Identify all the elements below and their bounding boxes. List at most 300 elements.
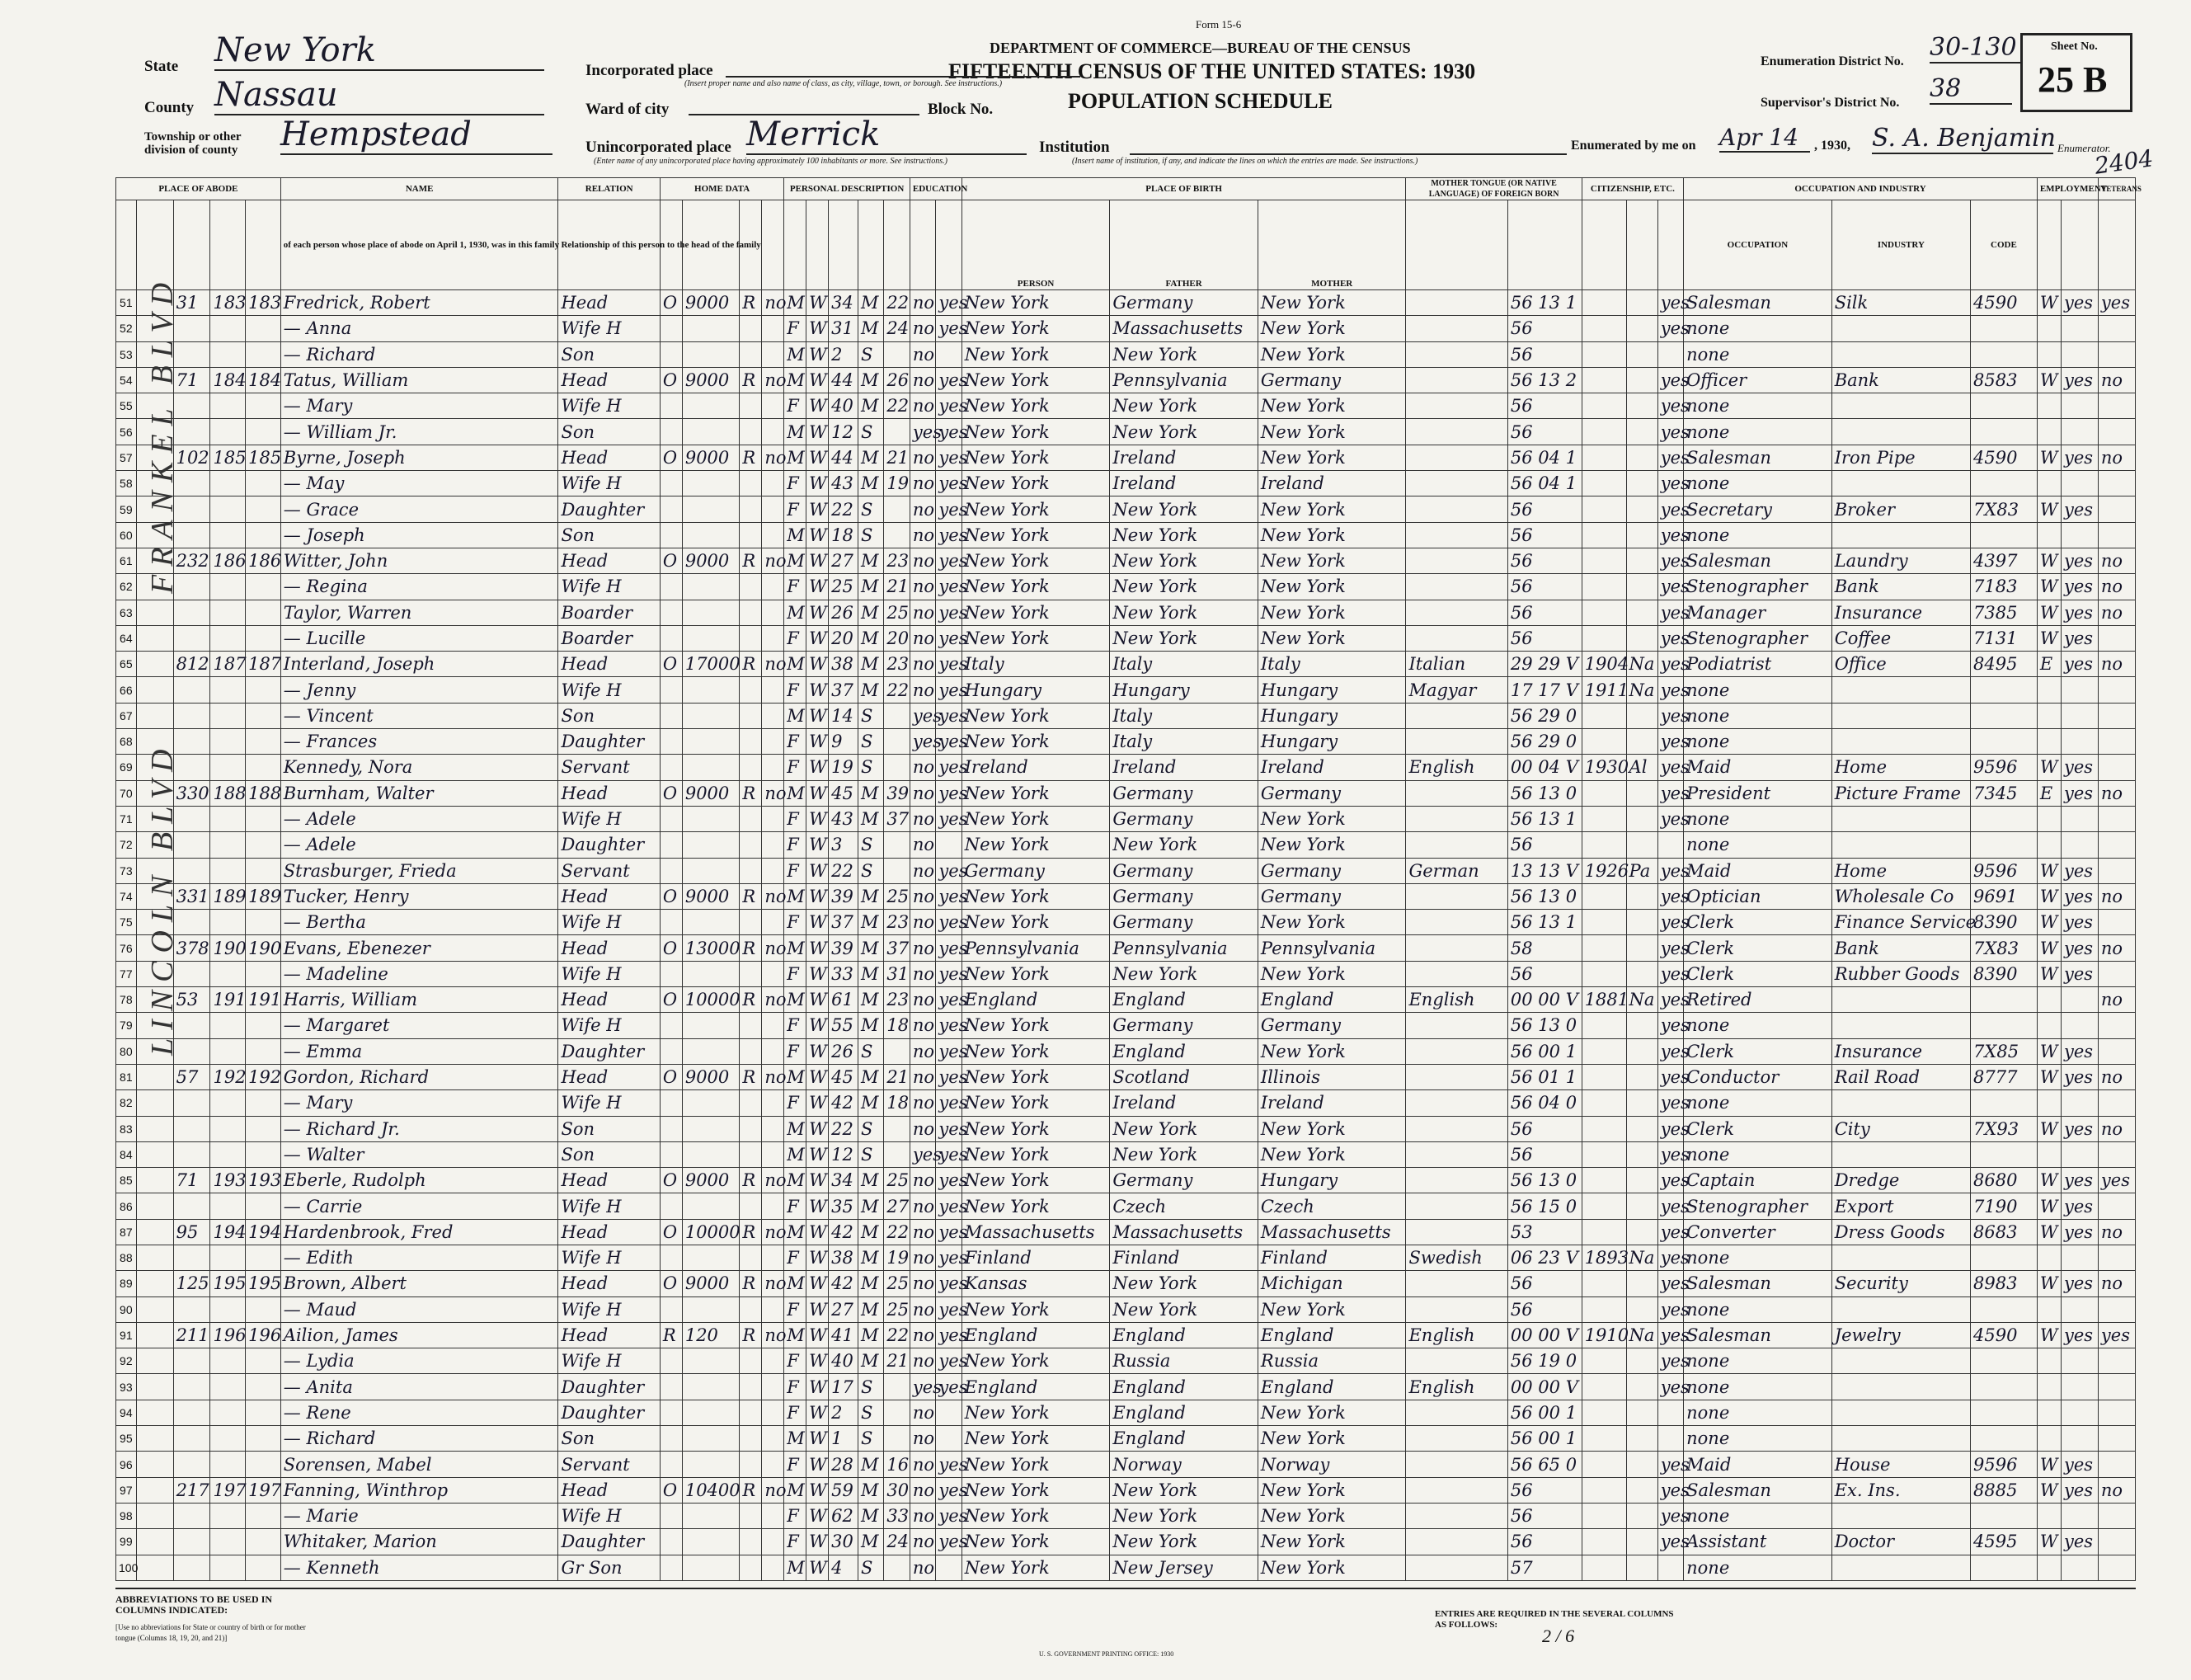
- cell-ocode: 8390: [1971, 961, 2038, 986]
- cell-sch: no: [910, 1168, 935, 1193]
- cell-fb: New York: [1110, 1529, 1258, 1555]
- cell-ind: Iron Pipe: [1831, 445, 1970, 470]
- cell-pb: Hungary: [962, 677, 1110, 703]
- department-line: DEPARTMENT OF COMMERCE—BUREAU OF THE CENSUS: [990, 40, 1411, 56]
- cell-val: [682, 961, 740, 986]
- cell-farm: no: [762, 935, 784, 961]
- cell-work: [2062, 1013, 2099, 1038]
- cell-ocode: [1971, 1374, 2038, 1400]
- cell-agemar: 16: [884, 1452, 910, 1477]
- cell-read: yes: [936, 419, 962, 445]
- enumerated-date: Apr 14: [1719, 124, 1810, 153]
- schedule-title: POPULATION SCHEDULE: [1068, 89, 1333, 113]
- cell-eng: yes: [1657, 1219, 1683, 1245]
- cell-name: Witter, John: [280, 548, 558, 573]
- cell-eng: yes: [1657, 1296, 1683, 1322]
- cell-eng: yes: [1657, 393, 1683, 419]
- cell-dwell: 193: [210, 1168, 246, 1193]
- cell-occ: none: [1684, 1245, 1832, 1270]
- cell-vet: [2098, 1141, 2135, 1167]
- cell-vet: no: [2098, 600, 2135, 625]
- group-personal-description: PERSONAL DESCRIPTION: [784, 178, 910, 200]
- cell-fb: New York: [1110, 522, 1258, 548]
- cell-code: 57: [1507, 1555, 1582, 1580]
- cell-eng: yes: [1657, 1090, 1683, 1116]
- cell-imm: [1582, 1374, 1626, 1400]
- line-number: 82: [116, 1090, 137, 1116]
- cell-agemar: 37: [884, 935, 910, 961]
- cell-sex: M: [784, 780, 806, 806]
- cell-fb: New York: [1110, 419, 1258, 445]
- cell-imm: [1582, 1141, 1626, 1167]
- cell-occ: none: [1684, 703, 1832, 728]
- cell-read: yes: [936, 961, 962, 986]
- cell-read: yes: [936, 367, 962, 393]
- cell-name: — Margaret: [280, 1013, 558, 1038]
- cell-fb: New York: [1110, 341, 1258, 367]
- cell-occ: Maid: [1684, 755, 1832, 780]
- incorporated-value-line: [726, 61, 1080, 78]
- cell-rel: Wife H: [558, 677, 660, 703]
- cell-code: 56: [1507, 1296, 1582, 1322]
- table-row: [116, 1374, 2136, 1400]
- cell-ocode: [1971, 729, 2038, 755]
- unincorporated-note: (Enter name of any unincorporated place having approximately 100 inhabitants or more. See instructions.): [594, 157, 947, 166]
- cell-name: Tatus, William: [280, 367, 558, 393]
- cell-mar: M: [858, 652, 884, 677]
- cell-occ: Maid: [1684, 858, 1832, 883]
- subhead-birth-father: FATHER: [1110, 200, 1258, 290]
- cell-vet: [2098, 961, 2135, 986]
- cell-cls: [2037, 677, 2061, 703]
- cell-vet: [2098, 806, 2135, 831]
- cell-fam: 190: [246, 935, 281, 961]
- cell-val: [682, 1555, 740, 1580]
- cell-val: [682, 1348, 740, 1374]
- cell-fam: 197: [246, 1477, 281, 1503]
- cell-cls: W: [2037, 1271, 2061, 1296]
- cell-mar: S: [858, 703, 884, 728]
- cell-fam: [246, 393, 281, 419]
- cell-race: W: [806, 625, 829, 651]
- cell-farm: [762, 1141, 784, 1167]
- institution-value-line: [1130, 139, 1567, 155]
- cell-age: 43: [829, 806, 858, 831]
- cell-dwell: [210, 1503, 246, 1528]
- cell-cls: E: [2037, 780, 2061, 806]
- cell-imm: [1582, 1116, 1626, 1141]
- cell-mar: S: [858, 419, 884, 445]
- cell-fb: Ireland: [1110, 1090, 1258, 1116]
- cell-val: [682, 1013, 740, 1038]
- cell-age: 34: [829, 1168, 858, 1193]
- cell-fb: Ireland: [1110, 445, 1258, 470]
- line-number: 76: [116, 935, 137, 961]
- cell-mar: M: [858, 1296, 884, 1322]
- cell-pb: New York: [962, 367, 1110, 393]
- cell-mar: M: [858, 883, 884, 909]
- cell-occ: Stenographer: [1684, 1193, 1832, 1219]
- cell-farm: [762, 961, 784, 986]
- cell-agemar: 23: [884, 987, 910, 1013]
- cell-occ: President: [1684, 780, 1832, 806]
- state-value: New York: [214, 31, 544, 71]
- cell-ocode: [1971, 522, 2038, 548]
- cell-mb: New York: [1258, 1477, 1406, 1503]
- cell-dwell: [210, 341, 246, 367]
- population-schedule-table: [115, 177, 2142, 1581]
- cell-name: Brown, Albert: [280, 1271, 558, 1296]
- cell-dwell: 190: [210, 935, 246, 961]
- cell-pb: Pennsylvania: [962, 935, 1110, 961]
- cell-mb: Norway: [1258, 1452, 1406, 1477]
- cell-mar: S: [858, 341, 884, 367]
- cell-vet: yes: [2098, 290, 2135, 316]
- cell-ocode: [1971, 471, 2038, 496]
- cell-ind: Picture Frame: [1831, 780, 1970, 806]
- cell-cls: W: [2037, 883, 2061, 909]
- cell-sch: no: [910, 290, 935, 316]
- cell-eng: yes: [1657, 729, 1683, 755]
- cell-own: O: [660, 367, 682, 393]
- cell-sch: no: [910, 1503, 935, 1528]
- cell-cls: W: [2037, 961, 2061, 986]
- cell-sex: M: [784, 1322, 806, 1348]
- cell-race: W: [806, 471, 829, 496]
- printer-line: U. S. GOVERNMENT PRINTING OFFICE: 1930: [1039, 1650, 1174, 1658]
- cell-house: 378: [173, 935, 210, 961]
- table-row: [116, 1348, 2136, 1374]
- cell-vet: [2098, 419, 2135, 445]
- cell-ind: Bank: [1831, 367, 1970, 393]
- cell-name: — Anita: [280, 1374, 558, 1400]
- cell-sex: F: [784, 1503, 806, 1528]
- cell-dwell: 189: [210, 883, 246, 909]
- cell-fb: Norway: [1110, 1452, 1258, 1477]
- cell-dwell: 186: [210, 548, 246, 573]
- cell-cls: W: [2037, 910, 2061, 935]
- cell-race: W: [806, 1038, 829, 1064]
- cell-rel: Head: [558, 780, 660, 806]
- line-number: 55: [116, 393, 137, 419]
- cell-fb: Ireland: [1110, 471, 1258, 496]
- cell-occ: Salesman: [1684, 445, 1832, 470]
- cell-sch: no: [910, 1271, 935, 1296]
- cell-age: 38: [829, 652, 858, 677]
- cell-age: 43: [829, 471, 858, 496]
- cell-house: 102: [173, 445, 210, 470]
- cell-sch: no: [910, 316, 935, 341]
- cell-work: [2062, 419, 2099, 445]
- cell-code: 56 13 0: [1507, 780, 1582, 806]
- cell-name: Burnham, Walter: [280, 780, 558, 806]
- table-row: [116, 1064, 2136, 1089]
- cell-street: [136, 1322, 173, 1348]
- cell-mb: New York: [1258, 1400, 1406, 1425]
- cell-sch: no: [910, 600, 935, 625]
- cell-own: [660, 522, 682, 548]
- cell-val: 9000: [682, 548, 740, 573]
- cell-val: [682, 393, 740, 419]
- cell-ocode: 8390: [1971, 910, 2038, 935]
- cell-fam: [246, 1193, 281, 1219]
- cell-ind: Dredge: [1831, 1168, 1970, 1193]
- cell-nat: [1626, 625, 1657, 651]
- cell-own: [660, 341, 682, 367]
- cell-eng: yes: [1657, 1348, 1683, 1374]
- cell-vet: [2098, 522, 2135, 548]
- cell-own: O: [660, 935, 682, 961]
- cell-street: [136, 1477, 173, 1503]
- cell-eng: yes: [1657, 367, 1683, 393]
- cell-name: — Grace: [280, 496, 558, 522]
- cell-sch: yes: [910, 1374, 935, 1400]
- cell-nat: [1626, 1064, 1657, 1089]
- cell-sex: M: [784, 1064, 806, 1089]
- cell-nat: Pa: [1626, 858, 1657, 883]
- cell-race: W: [806, 1064, 829, 1089]
- cell-sex: F: [784, 961, 806, 986]
- cell-fb: New York: [1110, 832, 1258, 858]
- cell-code: 56: [1507, 548, 1582, 573]
- cell-race: W: [806, 496, 829, 522]
- cell-fam: [246, 341, 281, 367]
- cell-mb: New York: [1258, 341, 1406, 367]
- cell-code: 56: [1507, 1529, 1582, 1555]
- cell-fam: [246, 522, 281, 548]
- cell-fb: Massachusetts: [1110, 1219, 1258, 1245]
- cell-fam: [246, 1529, 281, 1555]
- cell-code: 56 13 0: [1507, 1168, 1582, 1193]
- cell-fb: Germany: [1110, 1168, 1258, 1193]
- cell-agemar: 21: [884, 1348, 910, 1374]
- cell-name: — Lucille: [280, 625, 558, 651]
- cell-name: — Madeline: [280, 961, 558, 986]
- cell-imm: [1582, 1168, 1626, 1193]
- cell-mb: New York: [1258, 1296, 1406, 1322]
- cell-fb: England: [1110, 1374, 1258, 1400]
- cell-radio: [740, 729, 762, 755]
- cell-agemar: [884, 496, 910, 522]
- cell-rel: Daughter: [558, 1400, 660, 1425]
- cell-cls: W: [2037, 1322, 2061, 1348]
- cell-vet: [2098, 341, 2135, 367]
- cell-age: 12: [829, 1141, 858, 1167]
- cell-sch: no: [910, 1477, 935, 1503]
- cell-own: O: [660, 548, 682, 573]
- cell-ocode: [1971, 1400, 2038, 1425]
- cell-name: Harris, William: [280, 987, 558, 1013]
- cell-ocode: [1971, 1348, 2038, 1374]
- table-row: [116, 419, 2136, 445]
- group-mother-tongue: MOTHER TONGUE (OR NATIVE LANGUAGE) OF FOREIGN BORN: [1406, 178, 1582, 200]
- cell-house: 125: [173, 1271, 210, 1296]
- cell-street: [136, 1245, 173, 1270]
- cell-read: yes: [936, 677, 962, 703]
- cell-pb: New York: [962, 548, 1110, 573]
- cell-pb: New York: [962, 1296, 1110, 1322]
- cell-code: 00 04 V: [1507, 755, 1582, 780]
- cell-cls: W: [2037, 1219, 2061, 1245]
- cell-age: 31: [829, 316, 858, 341]
- cell-rel: Wife H: [558, 1090, 660, 1116]
- cell-imm: [1582, 625, 1626, 651]
- cell-imm: [1582, 832, 1626, 858]
- cell-dwell: [210, 1555, 246, 1580]
- cell-radio: R: [740, 883, 762, 909]
- cell-val: [682, 574, 740, 600]
- cell-work: yes: [2062, 290, 2099, 316]
- line-number: 75: [116, 910, 137, 935]
- cell-fb: New York: [1110, 1503, 1258, 1528]
- cell-ind: Jewelry: [1831, 1322, 1970, 1348]
- cell-work: yes: [2062, 1064, 2099, 1089]
- cell-nat: [1626, 1090, 1657, 1116]
- cell-eng: yes: [1657, 1477, 1683, 1503]
- cell-eng: yes: [1657, 1452, 1683, 1477]
- cell-agemar: 21: [884, 1064, 910, 1089]
- cell-nat: [1626, 419, 1657, 445]
- cell-read: yes: [936, 522, 962, 548]
- cell-pb: New York: [962, 910, 1110, 935]
- cell-eng: yes: [1657, 471, 1683, 496]
- cell-nat: Al: [1626, 755, 1657, 780]
- cell-tongue: English: [1406, 1322, 1507, 1348]
- table-row: [116, 1038, 2136, 1064]
- cell-vet: [2098, 1090, 2135, 1116]
- cell-mb: Germany: [1258, 367, 1406, 393]
- cell-house: [173, 1555, 210, 1580]
- cell-sch: no: [910, 445, 935, 470]
- cell-ind: [1831, 987, 1970, 1013]
- cell-sex: F: [784, 1348, 806, 1374]
- cell-val: [682, 1529, 740, 1555]
- cell-vet: [2098, 393, 2135, 419]
- cell-age: 30: [829, 1529, 858, 1555]
- cell-val: [682, 755, 740, 780]
- cell-fb: Italy: [1110, 703, 1258, 728]
- cell-nat: Na: [1626, 677, 1657, 703]
- cell-work: yes: [2062, 1038, 2099, 1064]
- cell-radio: R: [740, 367, 762, 393]
- cell-radio: R: [740, 1219, 762, 1245]
- cell-rel: Head: [558, 1322, 660, 1348]
- cell-pb: New York: [962, 445, 1110, 470]
- cell-nat: [1626, 1452, 1657, 1477]
- cell-house: 217: [173, 1477, 210, 1503]
- cell-ind: [1831, 1400, 1970, 1425]
- table-row: [116, 393, 2136, 419]
- cell-eng: yes: [1657, 1064, 1683, 1089]
- cell-fam: [246, 1038, 281, 1064]
- cell-own: [660, 419, 682, 445]
- cell-fb: New York: [1110, 574, 1258, 600]
- cell-read: yes: [936, 806, 962, 831]
- cell-ind: [1831, 1555, 1970, 1580]
- cell-cls: [2037, 1426, 2061, 1452]
- cell-radio: R: [740, 548, 762, 573]
- cell-work: [2062, 341, 2099, 367]
- cell-ind: Finance Service: [1831, 910, 1970, 935]
- cell-dwell: 196: [210, 1322, 246, 1348]
- cell-age: 33: [829, 961, 858, 986]
- cell-age: 22: [829, 1116, 858, 1141]
- cell-agemar: 22: [884, 290, 910, 316]
- cell-vet: [2098, 1245, 2135, 1270]
- cell-age: 20: [829, 625, 858, 651]
- line-number: 72: [116, 832, 137, 858]
- cell-radio: R: [740, 1271, 762, 1296]
- line-number: 79: [116, 1013, 137, 1038]
- cell-nat: [1626, 703, 1657, 728]
- cell-agemar: [884, 729, 910, 755]
- cell-mar: M: [858, 445, 884, 470]
- cell-mb: Illinois: [1258, 1064, 1406, 1089]
- cell-mar: M: [858, 987, 884, 1013]
- cell-val: [682, 832, 740, 858]
- line-number: 60: [116, 522, 137, 548]
- line-number: 95: [116, 1426, 137, 1452]
- cell-cls: [2037, 1013, 2061, 1038]
- cell-occ: none: [1684, 1400, 1832, 1425]
- line-number: 58: [116, 471, 137, 496]
- cell-read: yes: [936, 316, 962, 341]
- cell-val: [682, 677, 740, 703]
- cell-radio: [740, 832, 762, 858]
- cell-radio: R: [740, 1168, 762, 1193]
- cell-mar: M: [858, 393, 884, 419]
- cell-sex: M: [784, 290, 806, 316]
- cell-eng: yes: [1657, 548, 1683, 573]
- schedule-rows: [116, 290, 2136, 1581]
- cell-own: [660, 1193, 682, 1219]
- cell-read: [936, 341, 962, 367]
- cell-read: yes: [936, 883, 962, 909]
- cell-read: yes: [936, 393, 962, 419]
- cell-vet: [2098, 1555, 2135, 1580]
- cell-ind: Rail Road: [1831, 1064, 1970, 1089]
- cell-fam: [246, 625, 281, 651]
- cell-pb: New York: [962, 1064, 1110, 1089]
- cell-pb: New York: [962, 1400, 1110, 1425]
- cell-sex: F: [784, 677, 806, 703]
- cell-dwell: 192: [210, 1064, 246, 1089]
- cell-sex: F: [784, 729, 806, 755]
- cell-val: [682, 1245, 740, 1270]
- cell-ind: [1831, 729, 1970, 755]
- cell-ind: Office: [1831, 652, 1970, 677]
- cell-sex: M: [784, 548, 806, 573]
- cell-tongue: [1406, 910, 1507, 935]
- cell-sch: yes: [910, 703, 935, 728]
- cell-farm: no: [762, 445, 784, 470]
- cell-ind: Bank: [1831, 935, 1970, 961]
- cell-imm: [1582, 1296, 1626, 1322]
- cell-fb: Finland: [1110, 1245, 1258, 1270]
- cell-occ: Salesman: [1684, 1271, 1832, 1296]
- cell-sex: M: [784, 419, 806, 445]
- cell-age: 42: [829, 1090, 858, 1116]
- cell-imm: [1582, 393, 1626, 419]
- cell-work: yes: [2062, 755, 2099, 780]
- cell-read: yes: [936, 1168, 962, 1193]
- table-row: [116, 883, 2136, 909]
- cell-age: 45: [829, 780, 858, 806]
- cell-name: — Carrie: [280, 1193, 558, 1219]
- cell-ind: Doctor: [1831, 1529, 1970, 1555]
- cell-house: 330: [173, 780, 210, 806]
- cell-mar: M: [858, 574, 884, 600]
